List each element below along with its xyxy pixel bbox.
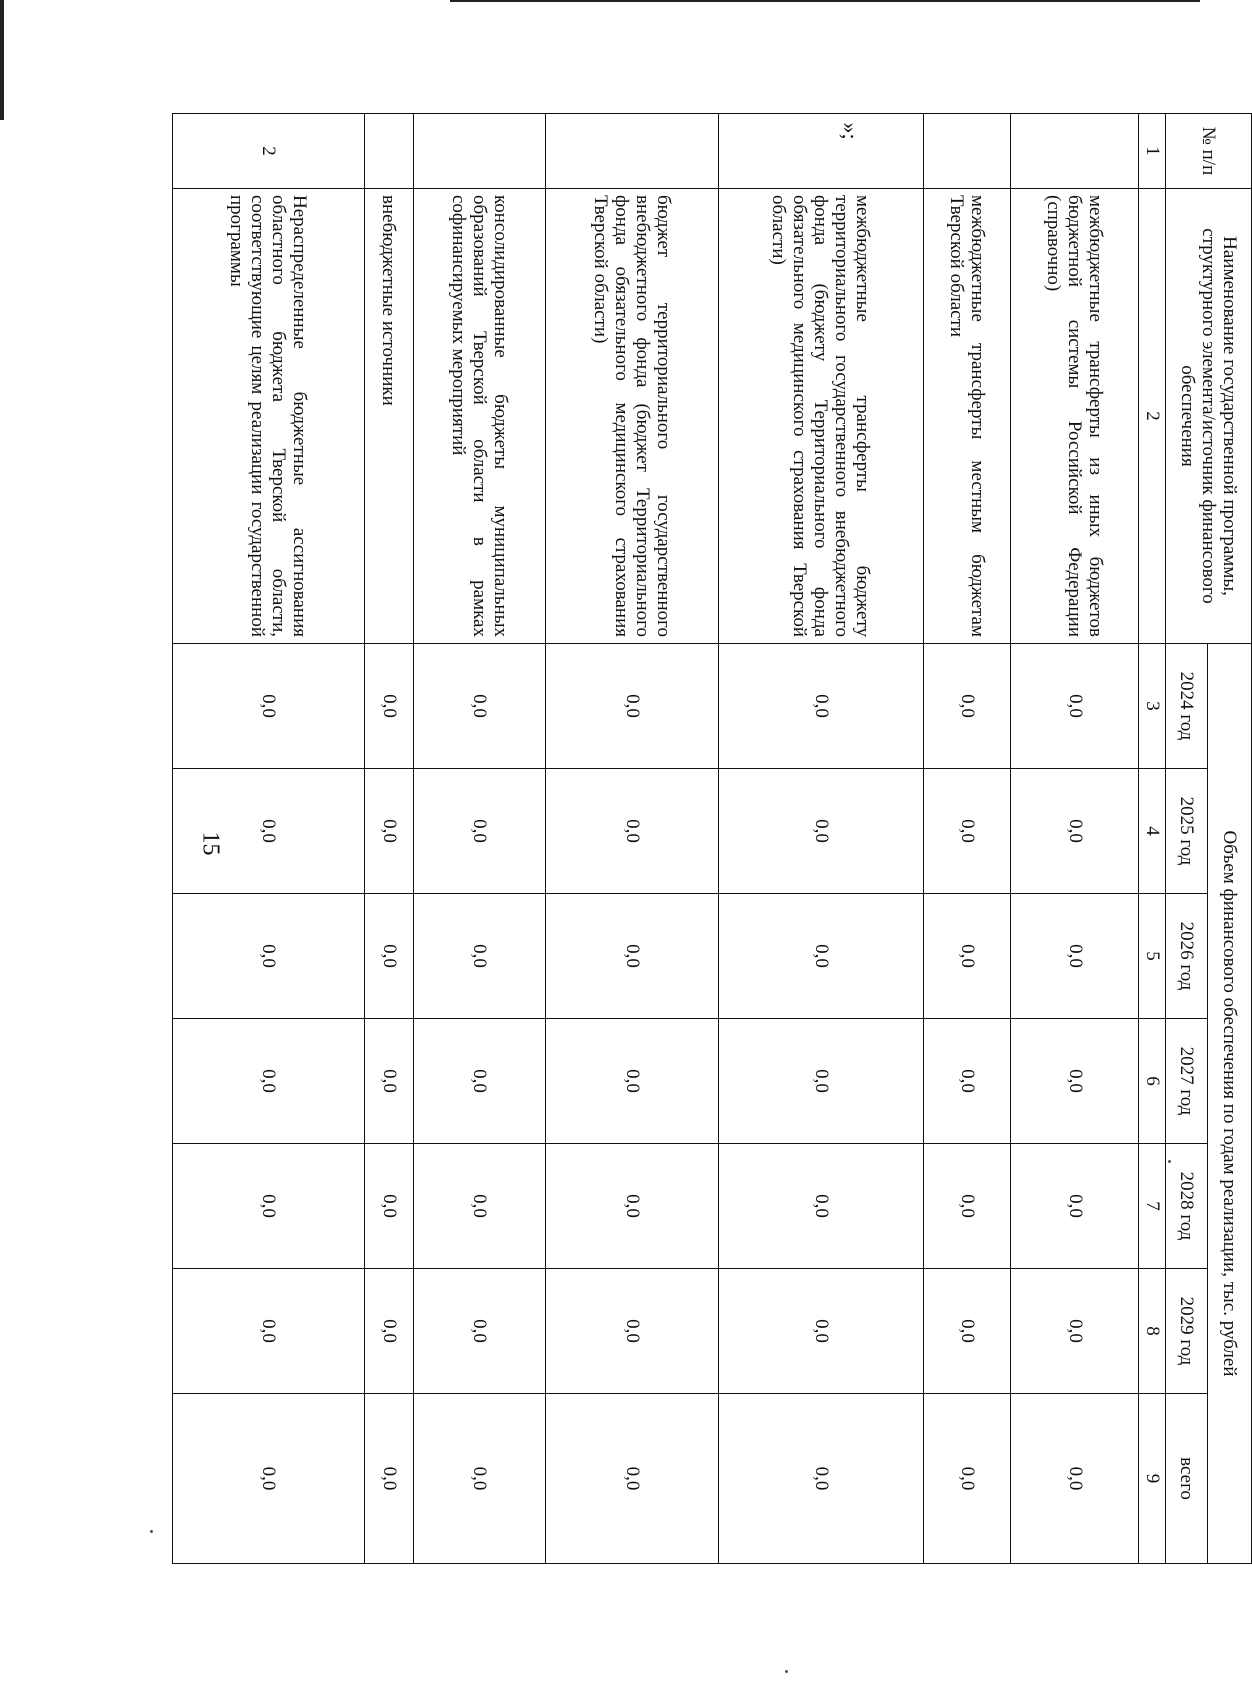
row-value: 0,0 bbox=[1011, 769, 1139, 894]
row-value: 0,0 bbox=[414, 1269, 545, 1394]
row-value: 0,0 bbox=[414, 1019, 545, 1144]
table-row bbox=[1011, 114, 1139, 1564]
page-number: 15 bbox=[197, 831, 224, 856]
index-cell: 9 bbox=[1139, 1394, 1166, 1564]
row-name: консолидированные бюджеты муниципальных образований Тверской области в рамках софинансируемых мероприятий bbox=[414, 189, 545, 644]
row-value: 0,0 bbox=[414, 1144, 545, 1269]
scan-speck bbox=[785, 1670, 788, 1673]
scan-edge-line bbox=[450, 0, 1200, 2]
row-value: 0,0 bbox=[414, 1394, 545, 1564]
header-total: всего bbox=[1166, 1394, 1208, 1564]
row-value: 0,0 bbox=[173, 769, 365, 894]
row-num bbox=[1011, 114, 1139, 189]
row-num bbox=[414, 114, 545, 189]
row-value: 0,0 bbox=[364, 644, 413, 769]
row-value: 0,0 bbox=[173, 1394, 365, 1564]
financing-table bbox=[172, 113, 1252, 1564]
row-value: 0,0 bbox=[923, 1394, 1011, 1564]
row-value: 0,0 bbox=[923, 894, 1011, 1019]
row-value: 0,0 bbox=[545, 1144, 718, 1269]
financing-table-rotated bbox=[172, 113, 1252, 1563]
row-value: 0,0 bbox=[545, 1394, 718, 1564]
header-name: Наименование государственной программы, структурного элемента/источник финансового обеспечения bbox=[1166, 189, 1252, 644]
table-row bbox=[414, 114, 545, 1564]
row-num: 2 bbox=[173, 114, 365, 189]
row-value: 0,0 bbox=[545, 1019, 718, 1144]
scan-speck bbox=[150, 1530, 153, 1533]
row-value: 0,0 bbox=[545, 894, 718, 1019]
row-name: межбюджетные трансферты местным бюджетам Тверской области bbox=[923, 189, 1011, 644]
table-row bbox=[173, 114, 365, 1564]
index-cell: 6 bbox=[1139, 1019, 1166, 1144]
row-value: 0,0 bbox=[1011, 1019, 1139, 1144]
index-cell: 4 bbox=[1139, 769, 1166, 894]
header-year: 2029 год bbox=[1166, 1269, 1208, 1394]
row-value: 0,0 bbox=[364, 769, 413, 894]
row-value: 0,0 bbox=[173, 1019, 365, 1144]
row-value: 0,0 bbox=[414, 769, 545, 894]
closing-quote-mark: »; bbox=[838, 122, 863, 140]
index-cell: 2 bbox=[1139, 189, 1166, 644]
row-value: 0,0 bbox=[719, 1394, 924, 1564]
header-year: 2025 год bbox=[1166, 769, 1208, 894]
row-value: 0,0 bbox=[364, 894, 413, 1019]
row-value: 0,0 bbox=[923, 1144, 1011, 1269]
row-num bbox=[545, 114, 718, 189]
row-value: 0,0 bbox=[173, 1269, 365, 1394]
row-value: 0,0 bbox=[414, 894, 545, 1019]
row-value: 0,0 bbox=[364, 1019, 413, 1144]
row-value: 0,0 bbox=[1011, 1394, 1139, 1564]
row-value: 0,0 bbox=[545, 769, 718, 894]
row-value: 0,0 bbox=[923, 769, 1011, 894]
index-cell: 8 bbox=[1139, 1269, 1166, 1394]
header-year: 2028 год bbox=[1166, 1144, 1208, 1269]
table-row bbox=[545, 114, 718, 1564]
row-value: 0,0 bbox=[364, 1144, 413, 1269]
row-value: 0,0 bbox=[414, 644, 545, 769]
row-value: 0,0 bbox=[923, 1269, 1011, 1394]
row-value: 0,0 bbox=[1011, 1144, 1139, 1269]
header-year: 2024 год bbox=[1166, 644, 1208, 769]
row-value: 0,0 bbox=[364, 1394, 413, 1564]
row-value: 0,0 bbox=[173, 894, 365, 1019]
row-num bbox=[364, 114, 413, 189]
row-name: бюджет территориального государственного внебюджетного фонда (бюджет Территориального фонда обязательного медицинского страхования Тверской области) bbox=[545, 189, 718, 644]
row-num bbox=[719, 114, 924, 189]
index-cell: 5 bbox=[1139, 894, 1166, 1019]
scan-edge-mark bbox=[0, 0, 4, 120]
header-year: 2027 год bbox=[1166, 1019, 1208, 1144]
index-cell: 3 bbox=[1139, 644, 1166, 769]
index-cell: 1 bbox=[1139, 114, 1166, 189]
row-value: 0,0 bbox=[923, 644, 1011, 769]
header-volume: Объем финансового обеспечения по годам реализации, тыс. рублей bbox=[1208, 644, 1252, 1564]
table-row bbox=[719, 114, 924, 1564]
row-value: 0,0 bbox=[1011, 1269, 1139, 1394]
row-value: 0,0 bbox=[1011, 894, 1139, 1019]
row-name: межбюджетные трансферты бюджету территориального государственного внебюджетного фонда (бюджету Территориального фонда обязательного медицинского страхования Тверской области) bbox=[719, 189, 924, 644]
row-value: 0,0 bbox=[923, 1019, 1011, 1144]
row-value: 0,0 bbox=[545, 1269, 718, 1394]
header-num: № п/п bbox=[1166, 114, 1252, 189]
row-value: 0,0 bbox=[719, 1269, 924, 1394]
row-value: 0,0 bbox=[364, 1269, 413, 1394]
row-value: 0,0 bbox=[719, 1019, 924, 1144]
row-value: 0,0 bbox=[1011, 644, 1139, 769]
row-num bbox=[923, 114, 1011, 189]
row-value: 0,0 bbox=[719, 644, 924, 769]
row-name: межбюджетные трансферты из иных бюджетов бюджетной системы Российской Федерации (справочно) bbox=[1011, 189, 1139, 644]
row-value: 0,0 bbox=[173, 644, 365, 769]
row-name: Нераспределенные бюджетные ассигнования областного бюджета Тверской области, соответствующие целям реализации государственной программы bbox=[173, 189, 365, 644]
header-year: 2026 год bbox=[1166, 894, 1208, 1019]
row-value: 0,0 bbox=[719, 769, 924, 894]
row-value: 0,0 bbox=[719, 894, 924, 1019]
table-row bbox=[364, 114, 413, 1564]
row-value: 0,0 bbox=[545, 644, 718, 769]
row-value: 0,0 bbox=[173, 1144, 365, 1269]
index-cell: 7 bbox=[1139, 1144, 1166, 1269]
row-name: внебюджетные источники bbox=[364, 189, 413, 644]
table-row bbox=[923, 114, 1011, 1564]
row-value: 0,0 bbox=[719, 1144, 924, 1269]
